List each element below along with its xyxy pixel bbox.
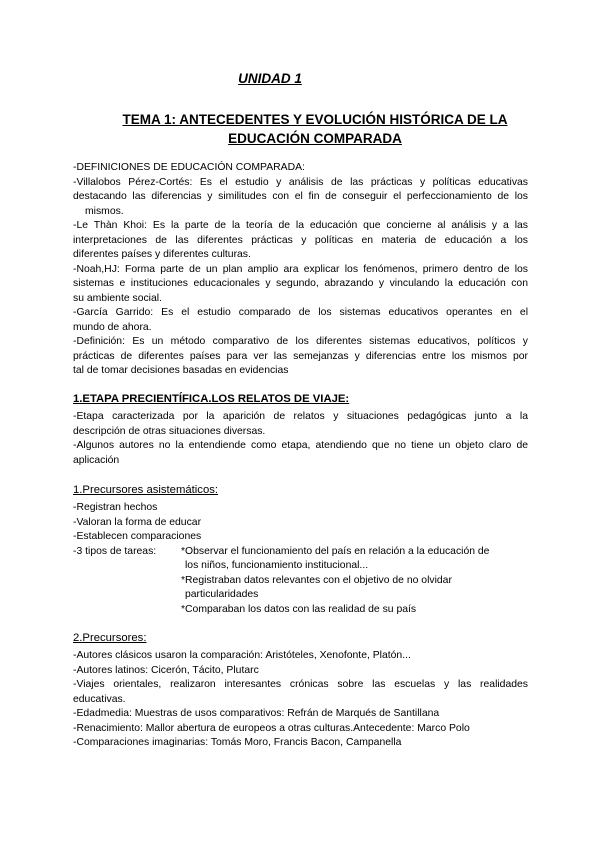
topic-title-line-2: EDUCACIÓN COMPARADA bbox=[228, 131, 402, 146]
list-item: -Renacimiento: Mallor abertura de europeos a otras culturas.Antecedente: Marco Polo bbox=[73, 722, 470, 734]
section-line: descripción de otras situaciones diversas. bbox=[73, 425, 266, 437]
definition-line: sistemas e instituciones educacionales y segundo, abrazando y vinculando la educación con bbox=[73, 278, 528, 289]
task-line: particularidades bbox=[185, 589, 259, 600]
task-line: *Registraban datos relevantes con el objetivo de no olvidar bbox=[181, 574, 452, 586]
list-item: -Edadmedia: Muestras de usos comparativos: Refrán de Marqués de Santillana bbox=[73, 708, 440, 719]
definitions-heading: -DEFINICIONES DE EDUCACIÓN COMPARADA: bbox=[73, 162, 305, 173]
definition-line: -Le Thàn Khoi: Es la parte de la teoría de la educación que concierne al análisis y a las bbox=[73, 220, 528, 231]
definition-line: interpretaciones de las diferentes prácticas y políticas en materia de educación a los bbox=[73, 234, 528, 246]
definition-line: mismos. bbox=[85, 205, 124, 217]
list-item: -Autores clásicos usaron la comparación: Aristóteles, Xenofonte, Platón... bbox=[73, 650, 411, 661]
task-line: *Comparaban los datos con las realidad de su país bbox=[181, 603, 417, 615]
section-line: aplicación bbox=[73, 454, 120, 466]
definition-line: -Villalobos Pérez-Cortés: Es el estudio y análisis de las prácticas y políticas educativas bbox=[73, 176, 528, 188]
list-item: -Valoran la forma de educar bbox=[73, 516, 202, 528]
subsection-heading: 1.Precursores asistemáticos: bbox=[73, 484, 219, 496]
list-item: -Comparaciones imaginarias: Tomás Moro, Francis Bacon, Campanella bbox=[73, 737, 402, 748]
section-heading: 1.ETAPA PRECIENTÍFICA.LOS RELATOS DE VIAJE: bbox=[73, 393, 350, 405]
definition-line: destacando las diferencias y similitudes con el fin de conseguir el perfeccionamiento de los bbox=[73, 191, 528, 202]
topic-title-line-1: TEMA 1: ANTECEDENTES Y EVOLUCIÓN HISTÓRICA DE LA bbox=[122, 112, 508, 127]
definition-line: su ambiente social. bbox=[73, 292, 162, 304]
definition-line: -Definición: Es un método comparativo de los diferentes sistemas educativos, políticos y bbox=[73, 336, 528, 347]
definition-line: mundo de ahora. bbox=[73, 321, 152, 333]
section-line: -Algunos autores no la entendiende como etapa, atendiendo que no tiene un objeto claro de bbox=[73, 440, 528, 451]
subsection-heading: 2.Precursores: bbox=[73, 632, 147, 644]
list-item: educativas. bbox=[73, 693, 126, 705]
definition-line: tal de tomar decisiones basadas en evidencias bbox=[73, 365, 289, 376]
tasks-label: -3 tipos de tareas: bbox=[73, 545, 157, 557]
task-line: los niños, funcionamiento institucional... bbox=[185, 560, 369, 571]
definition-line: -Noah,HJ: Forma parte de un plan amplio ara explicar los fenómenos, primero dentro de los bbox=[73, 263, 528, 275]
list-item: -Establecen comparaciones bbox=[73, 531, 202, 542]
list-item: -Viajes orientales, realizaron interesantes crónicas sobre las escuelas y las realidades bbox=[73, 679, 528, 690]
section-line: -Etapa caracterizada por la aparición de relatos y situaciones pedagógicas junto a la bbox=[73, 411, 528, 422]
definition-line: diferentes países y diferentes culturas. bbox=[73, 249, 251, 260]
unit-title: UNIDAD 1 bbox=[238, 71, 302, 86]
list-item: -Registran hechos bbox=[73, 502, 158, 513]
definition-line: -García Garrido: Es el estudio comparado de los sistemas educativos operantes en el bbox=[73, 307, 528, 318]
list-item: -Autores latinos: Cicerón, Tácito, Plutarc bbox=[73, 664, 259, 676]
topic-title bbox=[60, 110, 570, 148]
definition-line: prácticas de diferentes países para ver las semejanzas y diferencias entre los mismos por bbox=[73, 350, 528, 362]
task-line: *Observar el funcionamiento del país en relación a la educación de bbox=[181, 545, 490, 557]
